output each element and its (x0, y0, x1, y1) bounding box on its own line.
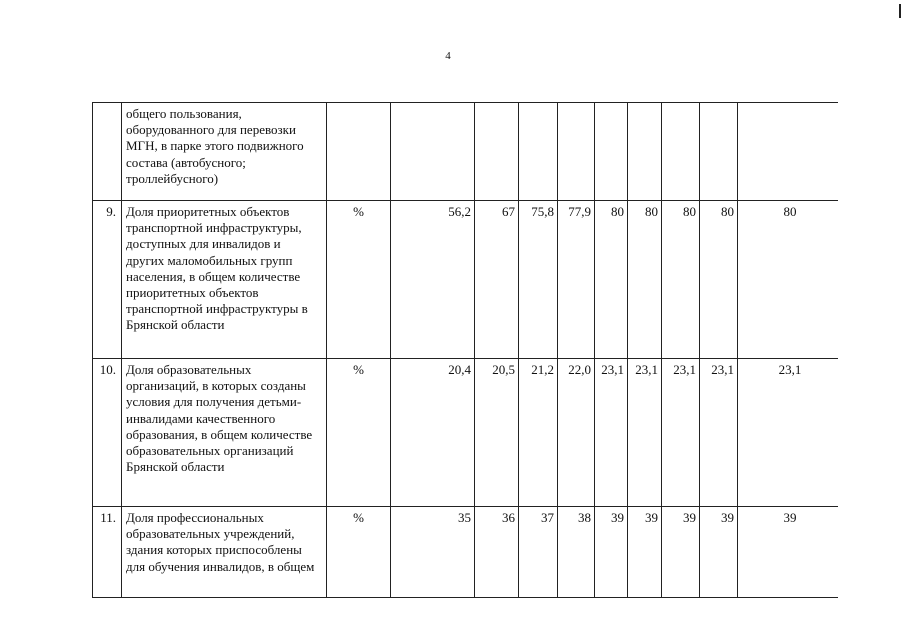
value-cell: 39 (738, 507, 839, 598)
value-cell (700, 103, 738, 201)
table-row (93, 201, 839, 359)
value-cell: 35 (391, 507, 475, 598)
value-cell: 20,5 (475, 359, 519, 507)
page-number: 4 (445, 50, 451, 62)
value-cell: 37 (519, 507, 558, 598)
value-cell (738, 103, 839, 201)
indicator-table (92, 102, 838, 598)
unit-cell (327, 103, 391, 201)
indicator-name: Доля профессиональных образовательных учреждений, здания которых приспособлены для обучения инвалидов, в общем (122, 507, 327, 598)
value-cell: 77,9 (558, 201, 595, 359)
value-cell: 23,1 (738, 359, 839, 507)
value-cell: 39 (662, 507, 700, 598)
value-cell: 80 (662, 201, 700, 359)
value-cell: 80 (738, 201, 839, 359)
value-cell (628, 103, 662, 201)
indicator-name: Доля образовательных организаций, в которых созданы условия для получения детьми-инвалидами качественного образования, в общем количестве образовательных организаций Брянской области (122, 359, 327, 507)
value-cell: 75,8 (519, 201, 558, 359)
value-cell: 38 (558, 507, 595, 598)
value-cell (475, 103, 519, 201)
value-cell: 80 (595, 201, 628, 359)
value-cell: 21,2 (519, 359, 558, 507)
unit-cell: % (327, 507, 391, 598)
unit-cell: % (327, 201, 391, 359)
value-cell: 23,1 (662, 359, 700, 507)
table-row (93, 507, 839, 598)
value-cell: 23,1 (628, 359, 662, 507)
value-cell (662, 103, 700, 201)
scan-edge-mark (899, 4, 901, 18)
row-number: 10. (93, 359, 122, 507)
value-cell: 67 (475, 201, 519, 359)
value-cell: 36 (475, 507, 519, 598)
value-cell: 23,1 (700, 359, 738, 507)
value-cell (391, 103, 475, 201)
value-cell: 22,0 (558, 359, 595, 507)
value-cell: 80 (628, 201, 662, 359)
indicator-name: Доля приоритетных объектов транспортной инфраструктуры, доступных для инвалидов и других маломобильных групп населения, в общем количестве приоритетных объектов транспортной инфраструктуры в Брянской области (122, 201, 327, 359)
value-cell: 39 (700, 507, 738, 598)
row-number (93, 103, 122, 201)
row-number: 9. (93, 201, 122, 359)
value-cell (595, 103, 628, 201)
table-row (93, 359, 839, 507)
value-cell: 20,4 (391, 359, 475, 507)
value-cell (558, 103, 595, 201)
value-cell: 39 (628, 507, 662, 598)
table-row (93, 103, 839, 201)
value-cell: 23,1 (595, 359, 628, 507)
indicator-name: общего пользования, оборудованного для перевозки МГН, в парке этого подвижного состава (автобусного; троллейбусного) (122, 103, 327, 201)
indicator-table-container (92, 102, 838, 598)
value-cell (519, 103, 558, 201)
value-cell: 56,2 (391, 201, 475, 359)
value-cell: 80 (700, 201, 738, 359)
value-cell: 39 (595, 507, 628, 598)
unit-cell: % (327, 359, 391, 507)
row-number: 11. (93, 507, 122, 598)
